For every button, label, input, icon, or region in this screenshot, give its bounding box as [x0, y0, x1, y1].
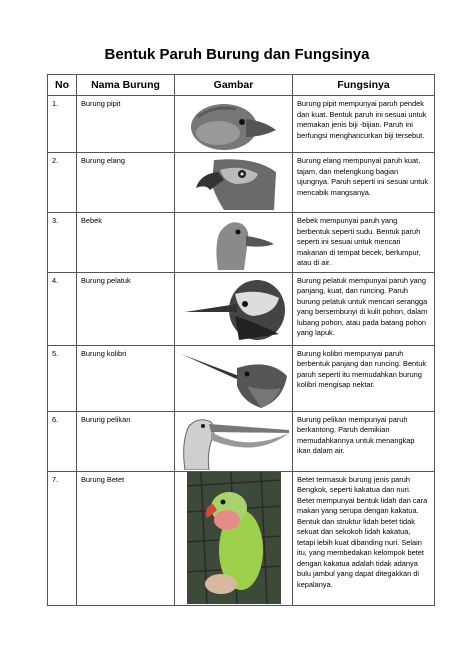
table-header-row [48, 75, 435, 96]
bird-function: Bebek mempunyai paruh yang berbentuk seperti sudu. Bentuk paruh seperti ini sesuai untuk mencari makanan di tempat becek, berlumpur, atau di air. [293, 213, 435, 273]
bird-image-cell [175, 345, 293, 411]
woodpecker-head-illustration [179, 274, 289, 344]
hummingbird-head-illustration [177, 346, 291, 410]
header-no: No [48, 75, 77, 96]
bird-name: Burung Betet [77, 471, 175, 605]
table-row [48, 345, 435, 411]
bird-function: Burung pelikan mempunyai paruh berkantong. Paruh demikian memudahkannya untuk menangkap ikan dalam air. [293, 411, 435, 471]
table-row [48, 411, 435, 471]
eagle-head-illustration [184, 154, 284, 212]
bird-image-cell [175, 153, 293, 213]
header-image: Gambar [175, 75, 293, 96]
table-row [48, 272, 435, 345]
bird-name: Burung elang [77, 153, 175, 213]
bird-name: Bebek [77, 213, 175, 273]
bird-name: Burung pelikan [77, 411, 175, 471]
table-row [48, 213, 435, 273]
page-title: Bentuk Paruh Burung dan Fungsinya [104, 46, 370, 63]
row-number: 6. [48, 411, 77, 471]
bird-name: Burung pelatuk [77, 272, 175, 345]
bird-name: Burung kolibri [77, 345, 175, 411]
bird-function: Burung kolibri mempunyai paruh berbentuk panjang dan runcing. Bentuk paruh seperti itu memudahkan burung kolibri mengisap nektar. [293, 345, 435, 411]
table-row [48, 153, 435, 213]
bird-image-cell [175, 96, 293, 153]
bird-function: Burung elang mempunyai paruh kuat, tajam, dan melengkung bagian ujungnya. Paruh seperti ini sesuai untuk mencabik mangsanya. [293, 153, 435, 213]
bird-image-cell [175, 411, 293, 471]
header-name: Nama Burung [77, 75, 175, 96]
parakeet-photo [187, 472, 281, 604]
bird-image-cell [175, 471, 293, 605]
bird-function: Burung pelatuk mempunyai paruh yang panjang, kuat, dan runcing. Paruh burung pelatuk untuk mencari serangga yang bersembunyi di kulit pohon, dalam lubang pohon, atau pada batang pohon yang lapuk. [293, 272, 435, 345]
pelican-head-illustration [177, 412, 291, 470]
duck-head-illustration [184, 214, 284, 270]
bird-image-cell [175, 272, 293, 345]
sparrow-head-illustration [184, 97, 284, 152]
header-function: Fungsinya [293, 75, 435, 96]
bird-beak-table [47, 74, 435, 606]
row-number: 5. [48, 345, 77, 411]
row-number: 2. [48, 153, 77, 213]
row-number: 7. [48, 471, 77, 605]
bird-image-cell [175, 213, 293, 273]
row-number: 3. [48, 213, 77, 273]
table-row [48, 96, 435, 153]
bird-name: Burung pipit [77, 96, 175, 153]
row-number: 4. [48, 272, 77, 345]
bird-function: Betet termasuk burung jenis paruh Bengkok, seperti kakatua dan nuri. Betet mempunyai bentuk lidah dan cara makan yang serupa dengan kakatua. Bentuk dan struktur lidah betet tidak sekuat dan sekokoh lidah kakatua, tetapi lebih kuat dibanding nuri. Selain itu, yang membedakan kelompok betet dengan kakatua adalah tidak adanya bulu jambul yang dapat ditegakkan di kepalanya. [293, 471, 435, 605]
table-row [48, 471, 435, 605]
bird-function: Burung pipit mempunyai paruh pendek dan kuat. Bentuk paruh ini sesuai untuk memakan jenis biji -bijian. Paruh ini berfungsi menghancurkan biji tersebut. [293, 96, 435, 153]
row-number: 1. [48, 96, 77, 153]
